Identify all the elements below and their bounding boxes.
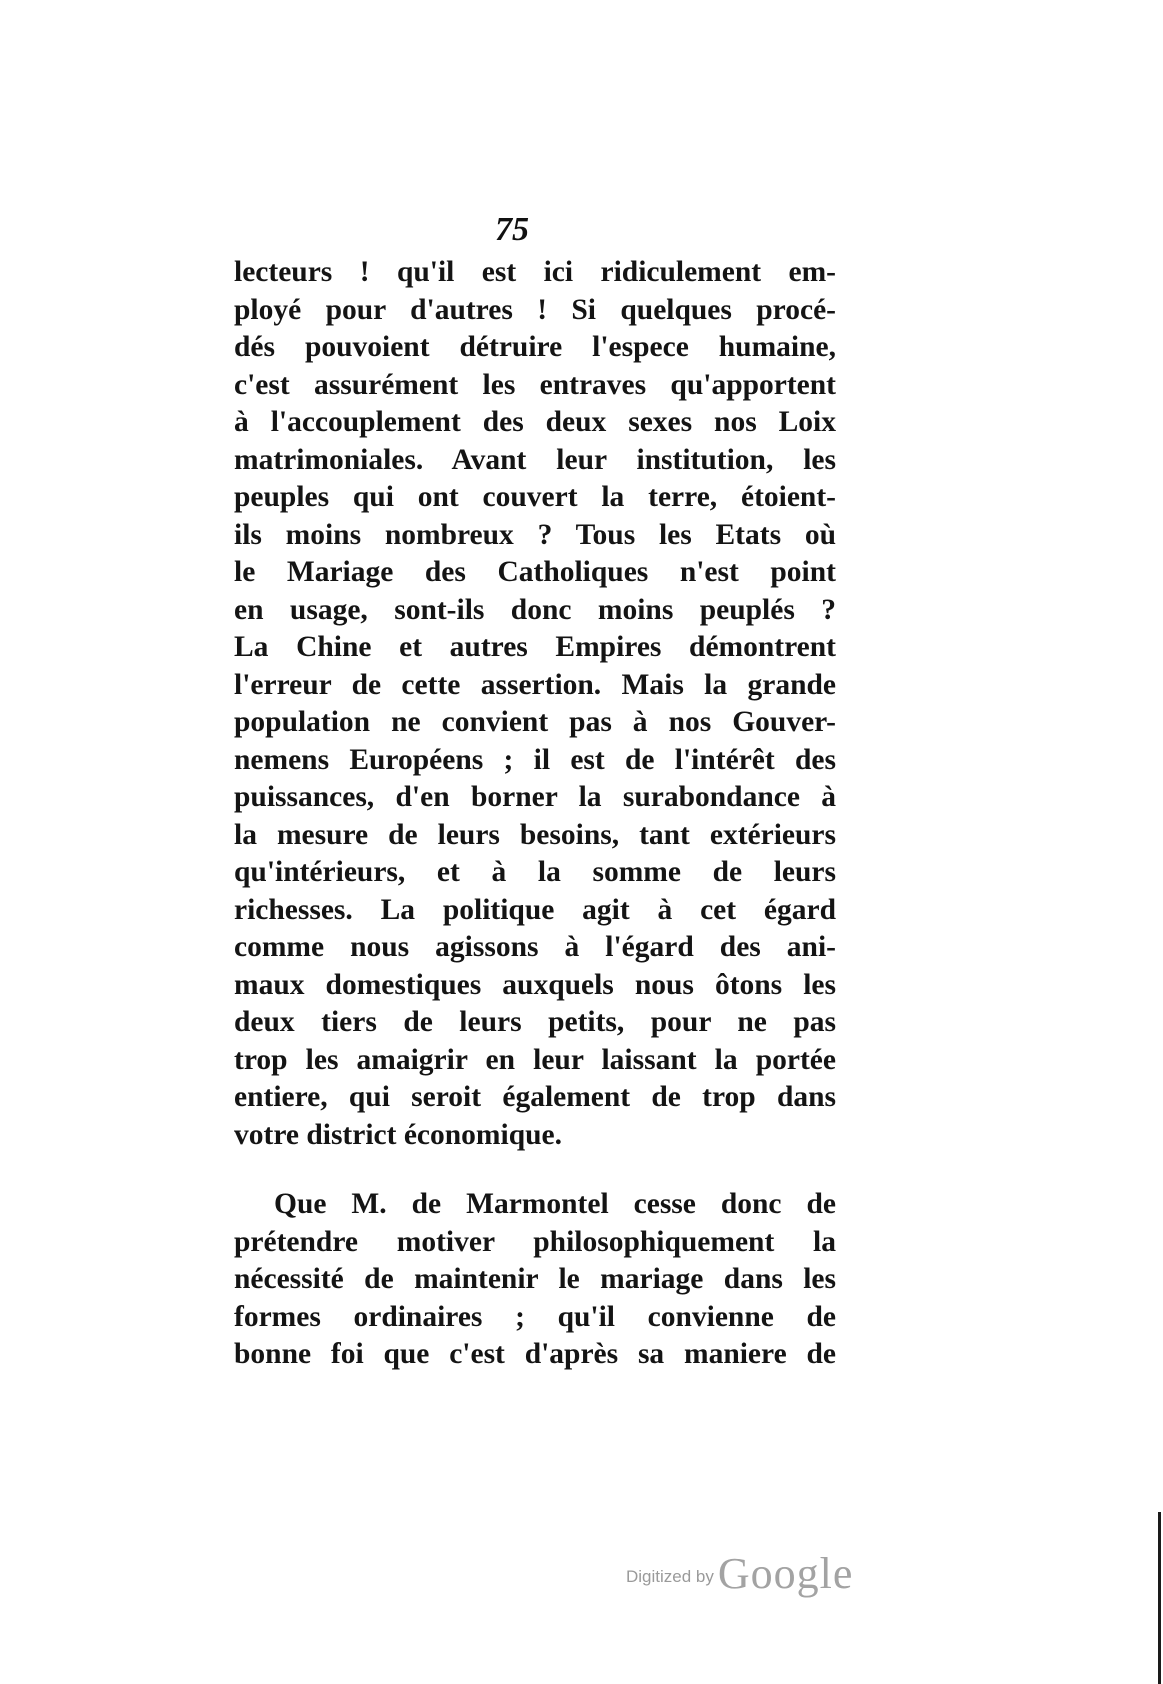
text-line: votre district économique. [234,1118,562,1151]
text-line: la mesure de leurs besoins, tant extérieurs [234,818,836,851]
text-line: puissances, d'en borner la surabondance à [234,781,836,813]
paragraph-gap [234,1154,836,1186]
text-line: l'erreur de cette assertion. Mais la grande [234,668,836,701]
text-line: deux tiers de leurs petits, pour ne pas [234,1006,836,1038]
text-line: richesses. La politique agit à cet égard [234,893,836,926]
body-text [234,254,836,1374]
text-line: peuples qui ont couvert la terre, étoient- [234,481,836,513]
text-line: lecteurs ! qu'il est ici ridiculement em- [234,256,836,288]
text-line: dés pouvoient détruire l'espece humaine, [234,331,836,363]
text-line: nemens Européens ; il est de l'intérêt des [234,743,836,776]
text-line: nécessité de maintenir le mariage dans les [234,1263,836,1295]
text-line: maux domestiques auxquels nous ôtons les [234,968,836,1001]
paragraph-1 [234,254,836,1154]
text-line: formes ordinaires ; qu'il convienne de [234,1300,836,1333]
text-line: entiere, qui seroit également de trop dans [234,1081,836,1113]
text-line: matrimoniales. Avant leur institution, les [234,443,836,476]
paragraph-2 [234,1186,836,1374]
text-line: La Chine et autres Empires démontrent [234,631,836,663]
text-line: c'est assurément les entraves qu'apportent [234,368,836,401]
google-logo: Google [717,1549,854,1598]
text-line: comme nous agissons à l'égard des ani- [234,931,836,963]
text-line: Que M. de Marmontel cesse donc de [274,1188,836,1220]
text-line: à l'accouplement des deux sexes nos Loix [234,406,836,438]
text-line: ployé pour d'autres ! Si quelques procé- [234,293,836,326]
text-line: bonne foi que c'est d'après sa maniere de [234,1338,836,1370]
text-line: population ne convient pas à nos Gouver- [234,706,836,738]
text-line: le Mariage des Catholiques n'est point [234,556,836,588]
scan-edge-line [1158,1512,1161,1684]
text-line: en usage, sont-ils donc moins peuplés ? [234,593,836,626]
text-line: qu'intérieurs, et à la somme de leurs [234,856,836,888]
text-line: ils moins nombreux ? Tous les Etats où [234,518,836,551]
text-line: trop les amaigrir en leur laissant la portée [234,1043,836,1076]
text-line: prétendre motiver philosophiquement la [234,1225,836,1258]
page-number: 75 [495,211,529,248]
digitized-by-google-watermark [626,1548,853,1599]
watermark-prefix: Digitized by [626,1567,714,1586]
